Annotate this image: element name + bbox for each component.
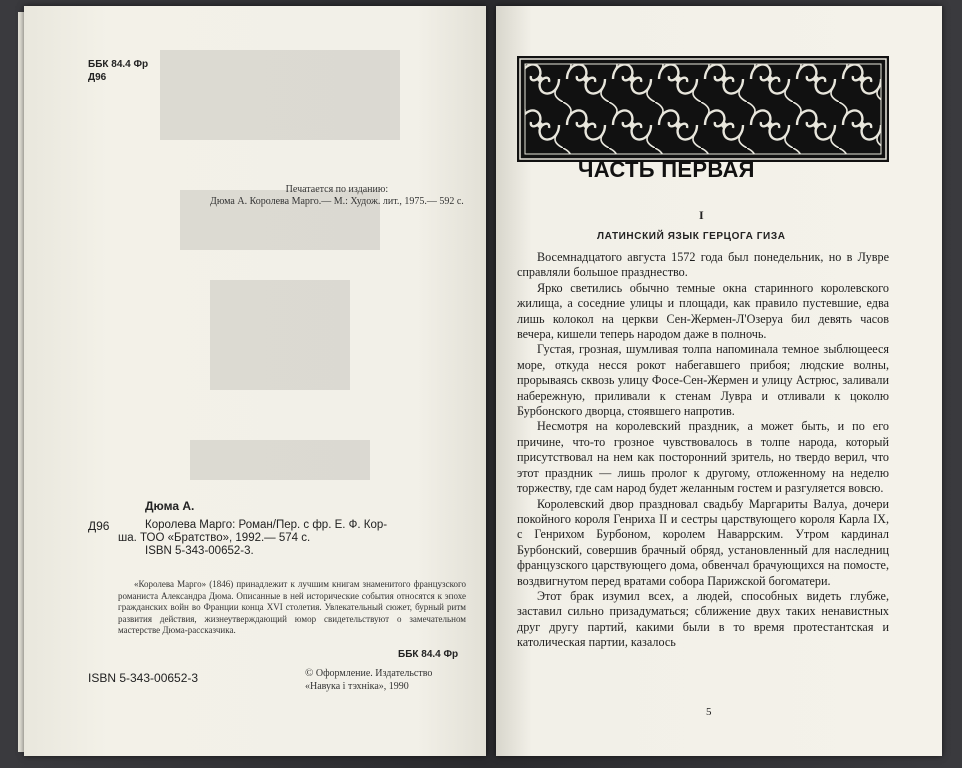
isbn: ISBN 5-343-00652-3	[88, 671, 199, 685]
bib-line: Королева Марго: Роман/Пер. с фр. Е. Ф. Кор-	[145, 519, 388, 531]
paragraph: Густая, грозная, шумливая толпа напоминала темное зыблющееся море, откуда несся рокот набегавшего прибоя; людские волны, прорываясь сквозь улицу Фосе-Сен-Жермен и улицу Астрюс, заливали набережную, приливали к стенам Лувра и отливали к цоколю Бурбонского дворца, стоявшего напротив.	[517, 342, 889, 419]
author-heading: Дюма А.	[145, 499, 195, 513]
imprint-note: Печатается по изданию: Дюма А. Королева Марго.— М.: Худож. лит., 1975.— 592 с.	[210, 184, 464, 207]
bib-line: ISBN 5-343-00652-3.	[145, 545, 254, 557]
bibliographic-record	[118, 519, 448, 558]
chapter-body	[517, 250, 889, 651]
catalog-code: Д96	[88, 519, 110, 533]
chapter-number: I	[699, 208, 704, 222]
left-page	[24, 6, 486, 756]
paragraph: Этот брак изумил всех, а людей, способных видеть глубже, заставил сильно призадуматься; сближение двух таких ненавистных друг другу партий, какими были в то время протестантская и католическая партии, казалось	[517, 588, 889, 650]
page-number: 5	[706, 706, 712, 718]
annotation: «Королева Марго» (1846) принадлежит к лучшим книгам знаменитого французского романиста Александра Дюма. Описанные в ней исторические события относятся к эпохе гражданских войн во Франции конца XVI столетия. Увлекательный сюжет, бурный ритм развития действия, жизнеутверждающий юмор свидетельствуют о замечательном мастерстве Дюма-рассказчика.	[118, 579, 466, 635]
bbk-code-bottom: ББК 84.4 Фр	[398, 649, 459, 660]
paragraph: Несмотря на королевский праздник, а может быть, и по его причине, что-то грозное чувствовалось в толпе народа, который присутствовал на нем как посторонний зритель, но твердо верил, что этот праздник — лишь пролог к другому, отложенному на неделю торжеству, где сам народ будет желанным гостем и разгуляется вовсю.	[517, 419, 889, 496]
copyright-notice: © Оформление. Издательство «Навука і тэхніка», 1990	[305, 667, 433, 692]
paragraph: Ярко светились обычно темные окна старинного королевского жилища, а соседние улицы и площади, как правило пустевшие, едва лишь колокол на церкви Сен-Жермен-Л'Озеруа бил девять часов вечера, кишели теперь народом даже в полночь.	[517, 280, 889, 342]
copyright-icon: ©	[305, 667, 314, 679]
paragraph: Восемнадцатого августа 1572 года был понедельник, но в Лувре справляли большое празднество.	[517, 250, 889, 280]
paragraph: Королевский двор праздновал свадьбу Маргариты Валуа, дочери покойного короля Генриха II и сестры царствующего короля Карла IX, с Генрихом Бурбоном, королем Наваррским. Утром кардинал Бурбонский, совершив брачный обряд, установленный для наследниц французского царствующего дома, обвенчал брачующихся на помосте, воздвигнутом перед вратами собора Парижской богоматери.	[517, 496, 889, 588]
bib-line: ша. ТОО «Братство», 1992.— 574 с.	[118, 532, 311, 544]
bbk-code-top: ББК 84.4 Фр Д96	[88, 59, 149, 83]
chapter-title: ЛАТИНСКИЙ ЯЗЫК ГЕРЦОГА ГИЗА	[597, 231, 786, 242]
part-title: ЧАСТЬ ПЕРВАЯ	[578, 157, 755, 182]
ornamental-header-banner	[517, 56, 889, 162]
